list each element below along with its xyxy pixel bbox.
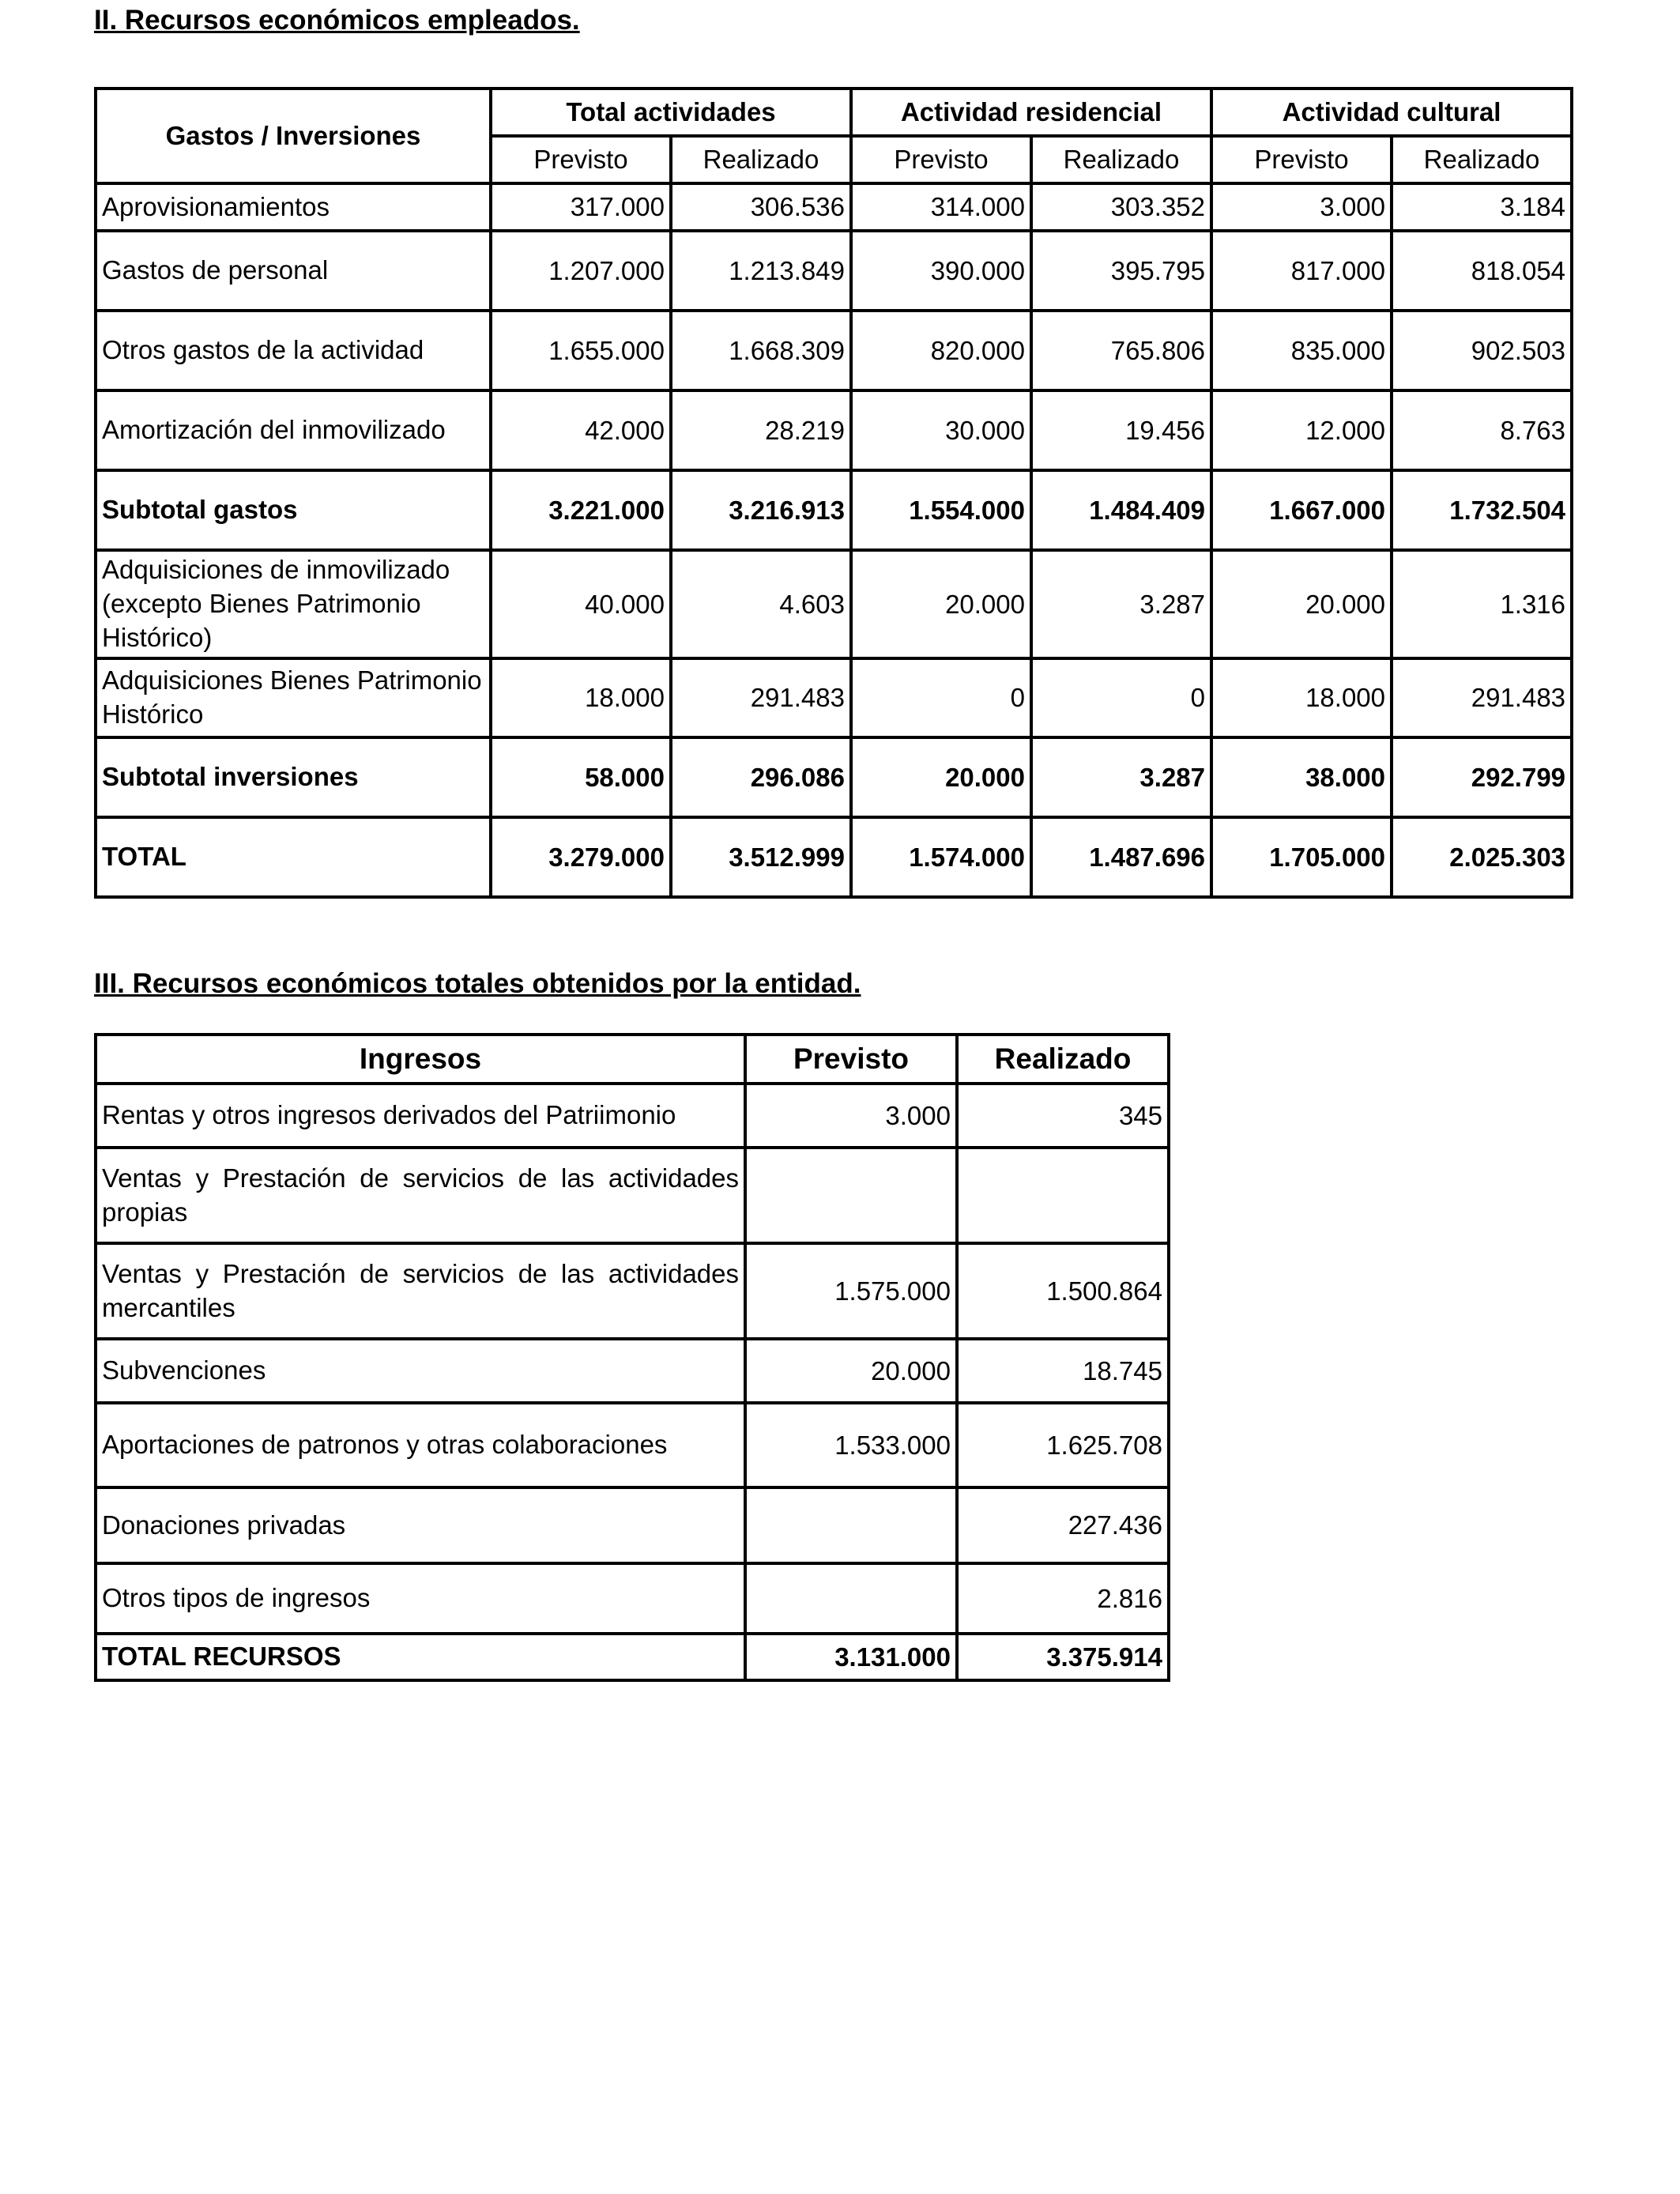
cell-value: 835.000: [1211, 311, 1392, 390]
header-sub: Previsto: [851, 136, 1031, 183]
cell-previsto: [745, 1148, 957, 1243]
cell-value: 317.000: [491, 183, 671, 231]
cell-value: 296.086: [671, 737, 851, 817]
subtotal-row: [96, 737, 1572, 817]
cell-value: 2.025.303: [1392, 817, 1572, 897]
header-sub: Previsto: [1211, 136, 1392, 183]
cell-value: 3.287: [1031, 737, 1211, 817]
cell-previsto: 20.000: [745, 1339, 957, 1403]
cell-value: 291.483: [671, 658, 851, 737]
row-label: Rentas y otros ingresos derivados del Patriimonio: [96, 1084, 745, 1148]
table-row: [96, 658, 1572, 737]
cell-value: 58.000: [491, 737, 671, 817]
cell-value: 19.456: [1031, 390, 1211, 470]
cell-value: 40.000: [491, 550, 671, 658]
cell-realizado: 18.745: [957, 1339, 1169, 1403]
total-row: [96, 817, 1572, 897]
row-label: Subvenciones: [96, 1339, 745, 1403]
cell-value: 38.000: [1211, 737, 1392, 817]
table-row: [96, 1148, 1169, 1243]
table-row: [96, 1487, 1169, 1563]
table-row: [96, 1243, 1169, 1339]
header-sub: Realizado: [671, 136, 851, 183]
cell-value: 292.799: [1392, 737, 1572, 817]
cell-previsto: 3.131.000: [745, 1634, 957, 1680]
cell-value: 3.221.000: [491, 470, 671, 550]
row-label: Adquisiciones de inmovilizado (excepto Bienes Patrimonio Histórico): [96, 550, 491, 658]
table-row: [96, 390, 1572, 470]
row-label: Subtotal inversiones: [96, 737, 491, 817]
header-sub: Realizado: [1392, 136, 1572, 183]
row-label: Ventas y Prestación de servicios de las actividades propias: [96, 1148, 745, 1243]
cell-value: 306.536: [671, 183, 851, 231]
row-label: Aprovisionamientos: [96, 183, 491, 231]
total-row: [96, 1634, 1169, 1680]
cell-value: 4.603: [671, 550, 851, 658]
table-row: [96, 1563, 1169, 1634]
cell-value: 1.554.000: [851, 470, 1031, 550]
table-row: [96, 183, 1572, 231]
cell-realizado: 1.625.708: [957, 1403, 1169, 1487]
row-label: Donaciones privadas: [96, 1487, 745, 1563]
cell-value: 1.705.000: [1211, 817, 1392, 897]
row-label: Ventas y Prestación de servicios de las actividades mercantiles: [96, 1243, 745, 1339]
header-group-cultural: Actividad cultural: [1211, 89, 1572, 136]
cell-value: 291.483: [1392, 658, 1572, 737]
cell-value: 20.000: [1211, 550, 1392, 658]
row-label: Otros tipos de ingresos: [96, 1563, 745, 1634]
section-3-title: III. Recursos económicos totales obtenidos por la entidad.: [94, 968, 861, 999]
cell-value: 3.279.000: [491, 817, 671, 897]
cell-value: 1.207.000: [491, 231, 671, 311]
cell-previsto: 3.000: [745, 1084, 957, 1148]
header-realizado: Realizado: [957, 1035, 1169, 1084]
cell-value: 20.000: [851, 550, 1031, 658]
cell-value: 1.213.849: [671, 231, 851, 311]
gastos-inversiones-table: [94, 87, 1573, 899]
cell-value: 1.667.000: [1211, 470, 1392, 550]
cell-previsto: 1.575.000: [745, 1243, 957, 1339]
cell-value: 314.000: [851, 183, 1031, 231]
cell-value: 1.487.696: [1031, 817, 1211, 897]
cell-value: 3.512.999: [671, 817, 851, 897]
cell-value: 1.316: [1392, 550, 1572, 658]
header-group-residencial: Actividad residencial: [851, 89, 1211, 136]
table-row: [96, 311, 1572, 390]
cell-value: 303.352: [1031, 183, 1211, 231]
cell-value: 18.000: [1211, 658, 1392, 737]
row-label: TOTAL RECURSOS: [96, 1634, 745, 1680]
cell-realizado: 227.436: [957, 1487, 1169, 1563]
row-label: Amortización del inmovilizado: [96, 390, 491, 470]
cell-value: 8.763: [1392, 390, 1572, 470]
header-group-total: Total actividades: [491, 89, 851, 136]
ingresos-table: [94, 1033, 1170, 1682]
row-label: TOTAL: [96, 817, 491, 897]
cell-previsto: [745, 1487, 957, 1563]
header-previsto: Previsto: [745, 1035, 957, 1084]
cell-realizado: 1.500.864: [957, 1243, 1169, 1339]
row-label: Otros gastos de la actividad: [96, 311, 491, 390]
cell-value: 1.655.000: [491, 311, 671, 390]
row-label: Gastos de personal: [96, 231, 491, 311]
cell-previsto: 1.533.000: [745, 1403, 957, 1487]
header-sub: Previsto: [491, 136, 671, 183]
cell-value: 820.000: [851, 311, 1031, 390]
cell-value: 12.000: [1211, 390, 1392, 470]
table-row: [96, 1403, 1169, 1487]
cell-realizado: 345: [957, 1084, 1169, 1148]
cell-value: 0: [851, 658, 1031, 737]
row-label: Aportaciones de patronos y otras colaboraciones: [96, 1403, 745, 1487]
subtotal-row: [96, 470, 1572, 550]
row-label: Subtotal gastos: [96, 470, 491, 550]
header-sub: Realizado: [1031, 136, 1211, 183]
cell-value: 390.000: [851, 231, 1031, 311]
cell-value: 3.184: [1392, 183, 1572, 231]
cell-value: 3.216.913: [671, 470, 851, 550]
cell-value: 3.287: [1031, 550, 1211, 658]
cell-value: 20.000: [851, 737, 1031, 817]
cell-value: 1.574.000: [851, 817, 1031, 897]
cell-value: 765.806: [1031, 311, 1211, 390]
table-row: [96, 550, 1572, 658]
cell-value: 818.054: [1392, 231, 1572, 311]
cell-realizado: [957, 1148, 1169, 1243]
table-row: [96, 1339, 1169, 1403]
cell-value: 30.000: [851, 390, 1031, 470]
cell-value: 0: [1031, 658, 1211, 737]
cell-value: 1.732.504: [1392, 470, 1572, 550]
header-ingresos: Ingresos: [96, 1035, 745, 1084]
cell-realizado: 3.375.914: [957, 1634, 1169, 1680]
cell-value: 395.795: [1031, 231, 1211, 311]
section-2-title: II. Recursos económicos empleados.: [94, 5, 580, 36]
header-row-label: Gastos / Inversiones: [96, 89, 491, 183]
table-row: [96, 231, 1572, 311]
cell-realizado: 2.816: [957, 1563, 1169, 1634]
table-row: [96, 1084, 1169, 1148]
cell-previsto: [745, 1563, 957, 1634]
cell-value: 817.000: [1211, 231, 1392, 311]
cell-value: 1.484.409: [1031, 470, 1211, 550]
cell-value: 1.668.309: [671, 311, 851, 390]
cell-value: 902.503: [1392, 311, 1572, 390]
cell-value: 3.000: [1211, 183, 1392, 231]
cell-value: 28.219: [671, 390, 851, 470]
cell-value: 18.000: [491, 658, 671, 737]
cell-value: 42.000: [491, 390, 671, 470]
row-label: Adquisiciones Bienes Patrimonio Histórico: [96, 658, 491, 737]
